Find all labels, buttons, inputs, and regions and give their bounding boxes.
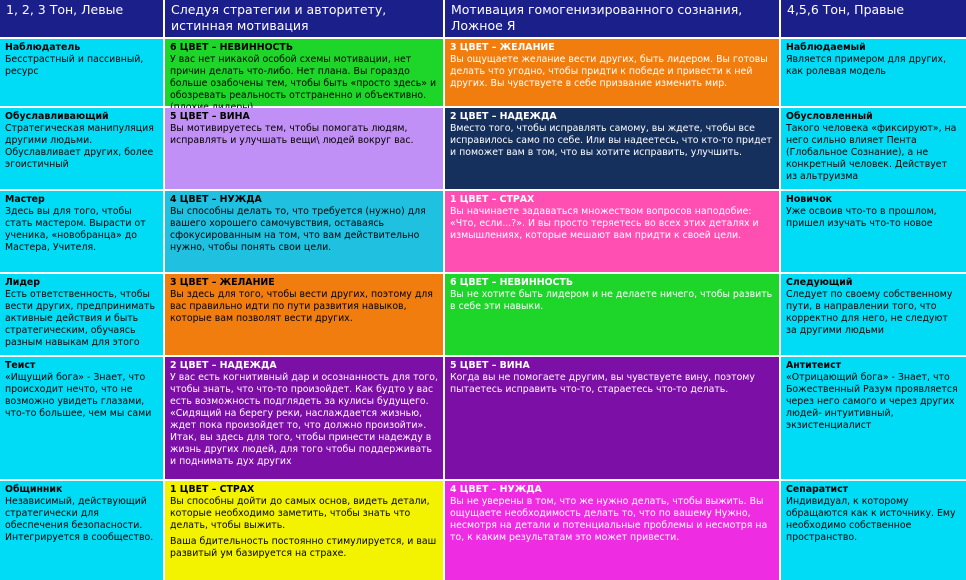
cell-title: Сепаратист bbox=[786, 484, 849, 495]
cell-title: Наблюдатель bbox=[5, 42, 81, 53]
left-cell-communalist bbox=[0, 481, 163, 580]
cell-text: Является примером для других, как ролевая модель bbox=[786, 54, 947, 77]
header-right-tones: 4,5,6 Тон, Правые bbox=[781, 0, 966, 37]
cell-title: 2 ЦВЕТ – НАДЕЖДА bbox=[450, 111, 557, 122]
cell-title: 4 ЦВЕТ – НУЖДА bbox=[170, 194, 262, 205]
cell-title: Наблюдаемый bbox=[786, 42, 866, 53]
cell-text: Вы начинаете задаваться множеством вопросов наподобие: «Что, если...?». И вы просто теряетесь во всех этих деталях и измышлениях, которые мешают вам придти к своей цели. bbox=[450, 206, 759, 241]
cell-title: Обусловленный bbox=[786, 111, 873, 122]
cell-text: Уже освоив что-то в прошлом, пришел изучать что-то новое bbox=[786, 206, 937, 229]
right-cell-observed bbox=[781, 39, 966, 106]
cell-text: Здесь вы для того, чтобы стать мастером. Вырасти от ученика, «новобранца» до Мастера, Учителя. bbox=[5, 206, 146, 253]
cell-title: Лидер bbox=[5, 277, 40, 288]
false-cell-fear bbox=[445, 191, 779, 272]
cell-title: 5 ЦВЕТ – ВИНА bbox=[170, 111, 250, 122]
cell-text: Независимый, действующий стратегически для обеспечения безопасности. Интегрируется в сообщество. bbox=[5, 496, 154, 543]
header-left-tones: 1, 2, 3 Тон, Левые bbox=[0, 0, 163, 37]
cell-title: 6 ЦВЕТ – НЕВИННОСТЬ bbox=[450, 277, 573, 288]
cell-text: «Ищущий бога» - Знает, что происходит нечто, что не возможно увидеть глазами, что-то большее, чем мы сами bbox=[5, 372, 152, 419]
cell-title: 3 ЦВЕТ – ЖЕЛАНИЕ bbox=[170, 277, 275, 288]
cell-title: 2 ЦВЕТ – НАДЕЖДА bbox=[170, 360, 277, 371]
cell-text: Вы ощущаете желание вести других, быть лидером. Вы готовы делать что угодно, чтобы придти к победе и привести к ней других. Вы чувствуете в себе призвание изменить мир. bbox=[450, 54, 768, 89]
right-cell-conditioned bbox=[781, 108, 966, 189]
cell-text: Вы способны дойти до самых основ, видеть детали, которые необходимо заметить, чтобы знать что делать, чтобы выжить. bbox=[170, 496, 430, 531]
cell-title: Общинник bbox=[5, 484, 63, 495]
left-cell-leader bbox=[0, 274, 163, 355]
cell-text: Когда вы не помогаете другим, вы чувствуете вину, поэтому пытаетесь исправить что-то, стараетесь что-то делать. bbox=[450, 372, 755, 395]
cell-text: Вы здесь для того, чтобы вести других, поэтому для вас правильно идти по пути развития навыков, которые вам позволят вести других. bbox=[170, 289, 433, 324]
cell-text: Такого человека «фиксируют», на него сильно влияет Пента (Глобальное Сознание), а не конкретный человек. Действует из альтруизма bbox=[786, 123, 957, 182]
false-cell-hope bbox=[445, 108, 779, 189]
true-cell-desire bbox=[165, 274, 443, 355]
false-cell-need bbox=[445, 481, 779, 580]
true-cell-fear bbox=[165, 481, 443, 580]
cell-title: 6 ЦВЕТ – НЕВИННОСТЬ bbox=[170, 42, 293, 53]
cell-text: Вместо того, чтобы исправлять самому, вы ждете, чтобы все исправилось само по себе. Или вы надеетесь, что кто-то придет и поможет вам в том, что вы хотите исправить, улучшить. bbox=[450, 123, 772, 158]
cell-text: У вас нет никакой особой схемы мотивации, нет причин делать что-либо. Нет плана. Вы гораздо больше озабочены тем, чтобы быть «просто здесь» и обозревать реальность отстраненно и объективно. bbox=[170, 54, 437, 101]
cell-title: 5 ЦВЕТ – ВИНА bbox=[450, 360, 530, 371]
left-cell-theist bbox=[0, 357, 163, 479]
right-cell-follower bbox=[781, 274, 966, 355]
cell-title: Мастер bbox=[5, 194, 45, 205]
left-cell-master bbox=[0, 191, 163, 272]
true-cell-innocence bbox=[165, 39, 443, 106]
false-cell-innocence bbox=[445, 274, 779, 355]
cell-title: Антитеист bbox=[786, 360, 842, 371]
left-cell-observer bbox=[0, 39, 163, 106]
true-cell-hope bbox=[165, 357, 443, 479]
cell-title: Следующий bbox=[786, 277, 853, 288]
cell-text: Следует по своему собственному пути, в направлении того, что корректно для него, не следуют за другими людьми bbox=[786, 289, 953, 336]
header-true-motivation: Следуя стратегии и авторитету, истинная мотивация bbox=[165, 0, 443, 37]
cell-title: 1 ЦВЕТ – СТРАХ bbox=[170, 484, 255, 495]
cell-title: 4 ЦВЕТ – НУЖДА bbox=[450, 484, 542, 495]
cell-title: Новичок bbox=[786, 194, 833, 205]
cell-text: Стратегическая манипуляция другими людьми. Обуславливает других, более эгоистичный bbox=[5, 123, 154, 170]
false-cell-desire bbox=[445, 39, 779, 106]
cell-text-2: Ваша бдительность постоянно стимулируется, и ваш развитый ум базируется на страхе. bbox=[170, 536, 437, 559]
cell-title: 3 ЦВЕТ – ЖЕЛАНИЕ bbox=[450, 42, 555, 53]
true-cell-need bbox=[165, 191, 443, 272]
cell-text: Есть ответственность, чтобы вести других, предпринимать активные действия и быть стратегическим, обучаясь разным навыкам для этого bbox=[5, 289, 156, 348]
cell-text: У вас есть когнитивный дар и осознанность для того, чтобы знать, что что-то произойдет. Как будто у вас есть возможность подглядеть за кулисы будущего. «Сидящий на берегу реки, наслаждается жизнью, ждет пока произойдет то, что должно произойти». Итак, вы здесь для того, чтобы принести надежду в жизнь других людей, для того чтобы поддерживать и поднимать дух других bbox=[170, 372, 438, 467]
cell-text: Бесстрастный и пассивный, ресурс bbox=[5, 54, 144, 77]
cell-title: Обуславливающий bbox=[5, 111, 109, 122]
right-cell-novice bbox=[781, 191, 966, 272]
false-cell-guilt bbox=[445, 357, 779, 479]
cell-title: 1 ЦВЕТ – СТРАХ bbox=[450, 194, 535, 205]
cell-text: Индивидуал, к которому обращаются как к источнику. Ему необходимо собственное пространство. bbox=[786, 496, 956, 543]
cell-title: Теист bbox=[5, 360, 36, 371]
header-false-self: Мотивация гомогенизированного сознания, Ложное Я bbox=[445, 0, 779, 37]
right-cell-antitheist bbox=[781, 357, 966, 479]
cell-text: Вы не уверены в том, что же нужно делать, чтобы выжить. Вы ощущаете необходимость делать то, что по вашему Нужно, несмотря на детали и потенциальные проблемы и несмотря на то, к каким результатам это может привести. bbox=[450, 496, 768, 543]
left-cell-conditioner bbox=[0, 108, 163, 189]
cell-text: Вы способны делать то, что требуется (нужно) для вашего хорошего самочувствия, оставаясь сфокусированным на том, что вам действительно нужно, чтобы понять свои цели. bbox=[170, 206, 426, 253]
right-cell-separatist bbox=[781, 481, 966, 580]
cell-text: «Отрицающий бога» - Знает, что Божественный Разум проявляется через него самого и через других людей- интуитивный, экзистенциалист bbox=[786, 372, 958, 431]
cell-text: Вы не хотите быть лидером и не делаете ничего, чтобы развить в себе эти навыки. bbox=[450, 289, 773, 312]
true-cell-guilt bbox=[165, 108, 443, 189]
cell-text: Вы мотивируетесь тем, чтобы помогать людям, исправлять и улучшать вещи\ людей вокруг вас. bbox=[170, 123, 414, 146]
